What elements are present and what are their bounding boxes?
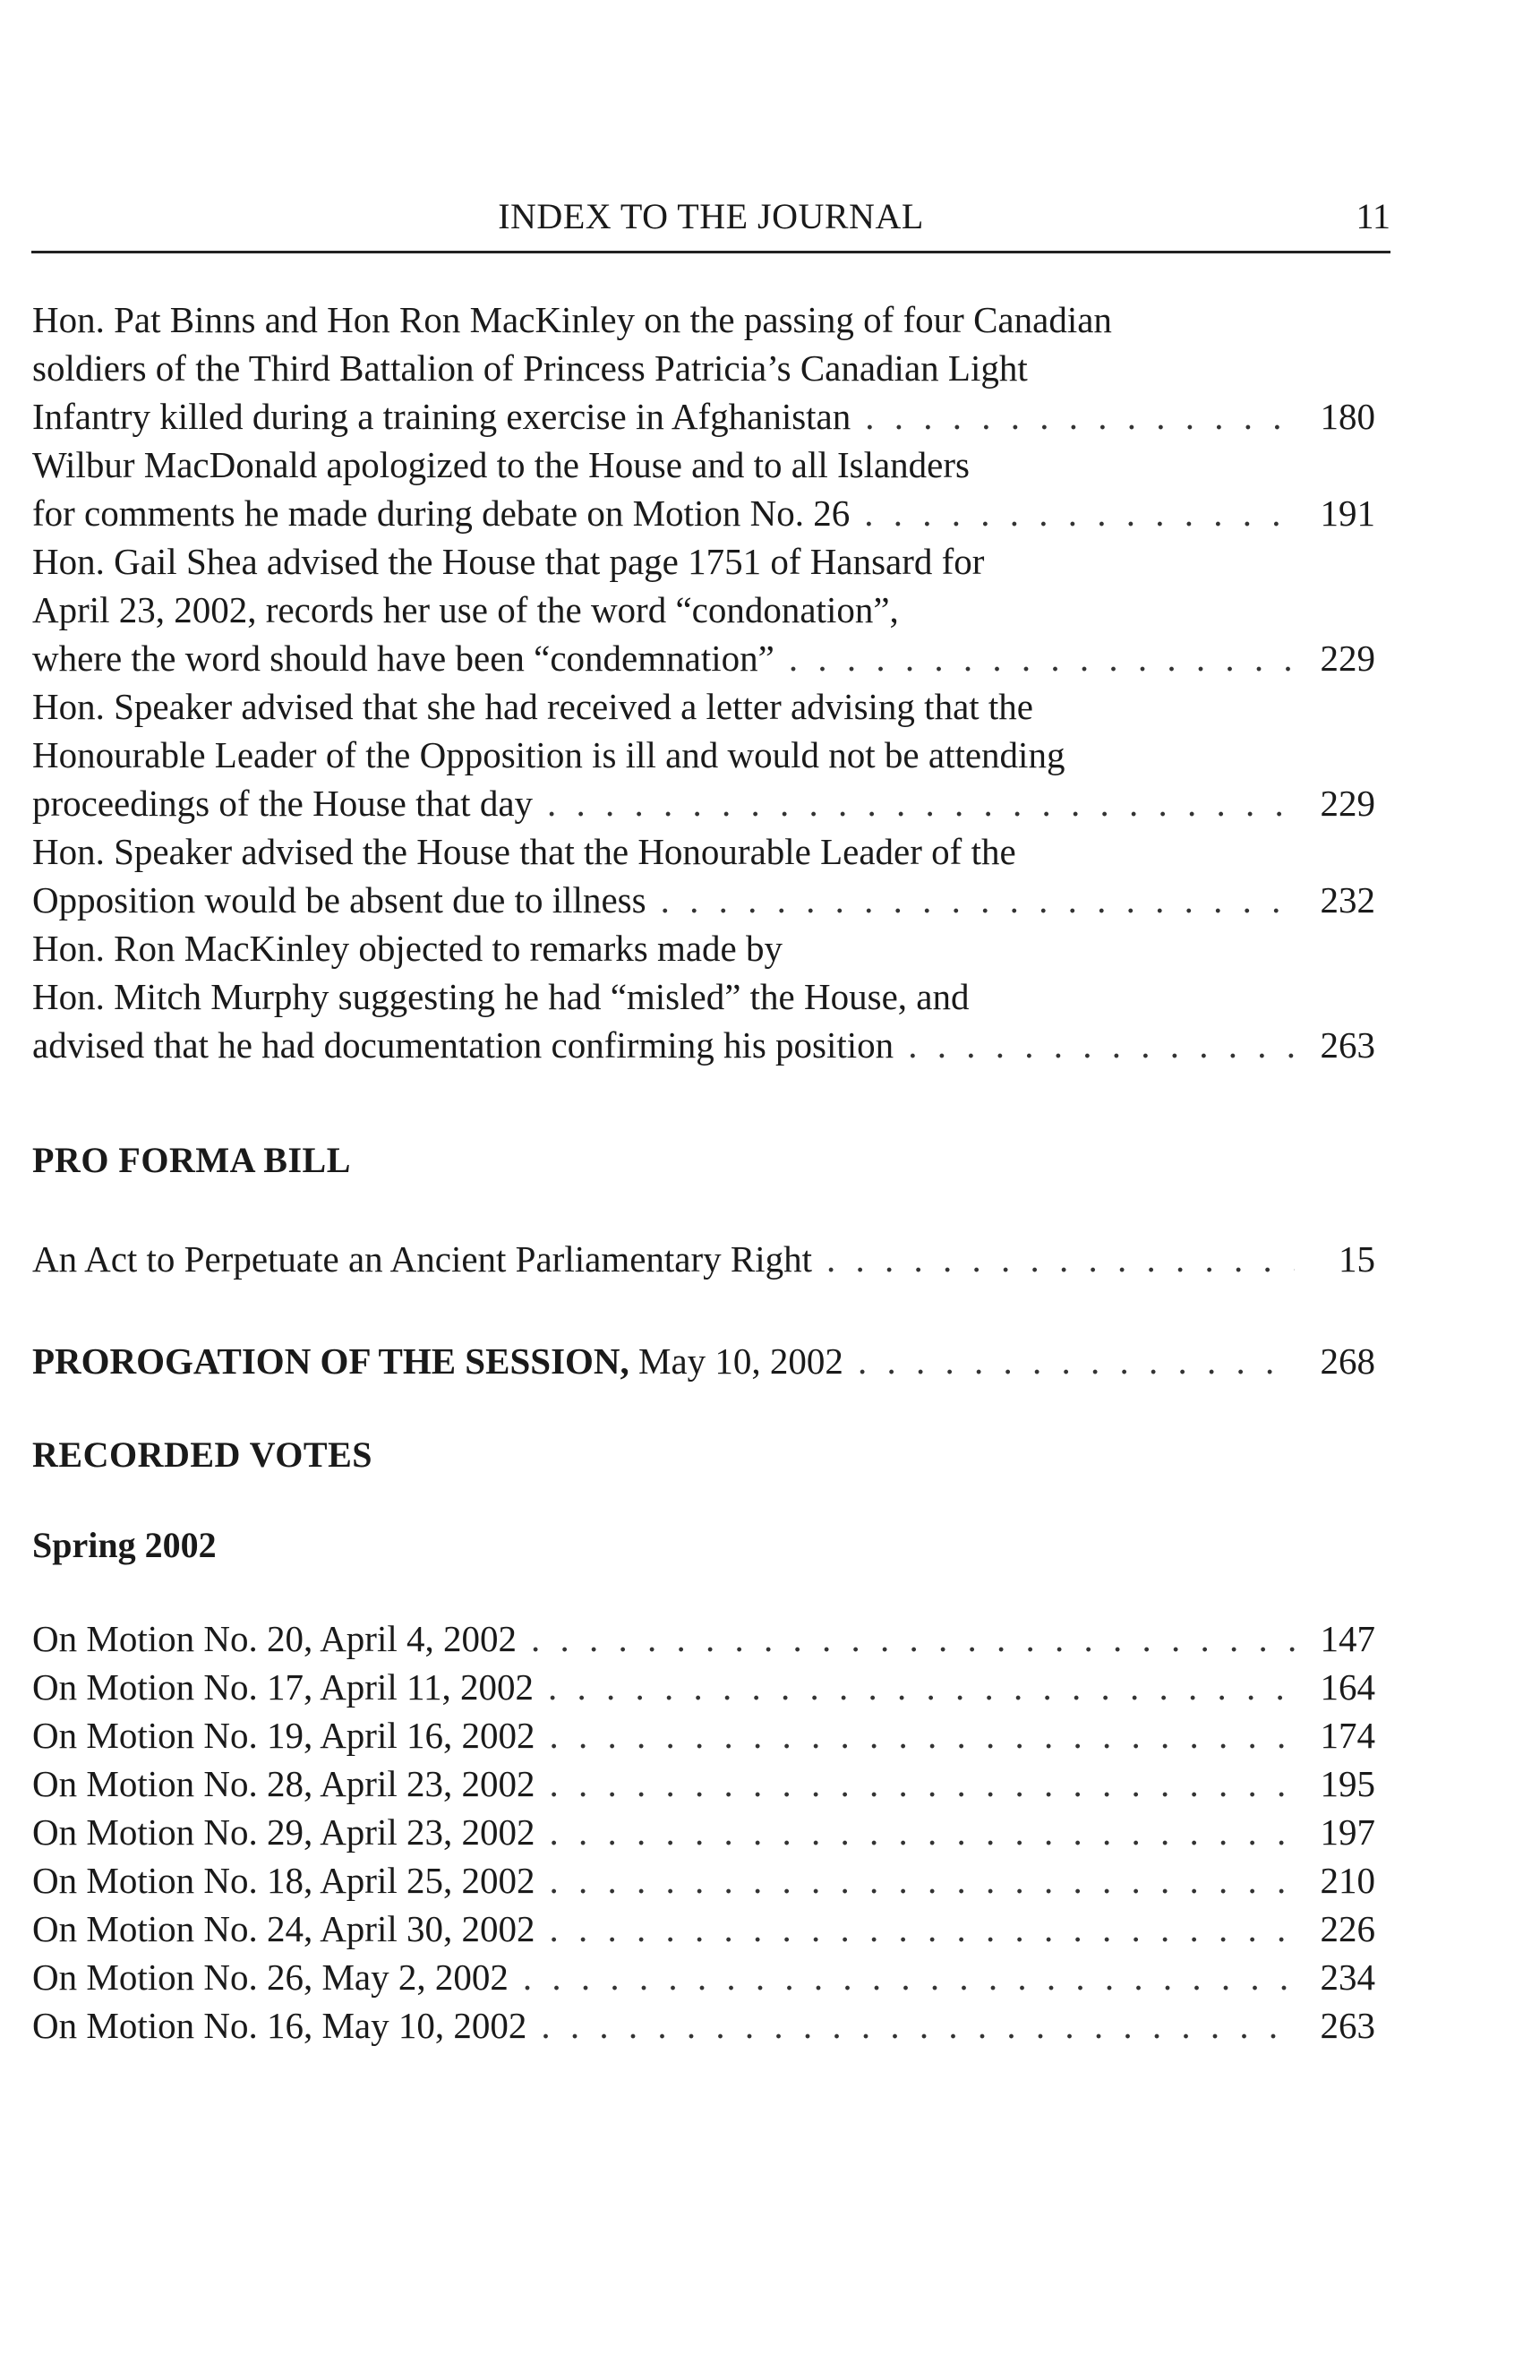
- entry-line: proceedings of the House that day: [32, 783, 534, 824]
- entry-line: An Act to Perpetuate an Ancient Parliamentary Right: [32, 1238, 813, 1280]
- vote-page-number: 195: [1320, 1763, 1375, 1804]
- vote-page-number: 234: [1320, 1956, 1375, 1998]
- index-entry: [32, 295, 1375, 441]
- entry-page-number: 191: [1320, 492, 1375, 534]
- prorogation-entry: [32, 1337, 1375, 1385]
- vote-label: On Motion No. 26, May 2, 2002: [32, 1956, 509, 1998]
- section-heading-prorogation: PROROGATION OF THE SESSION,: [32, 1340, 629, 1382]
- dot-leader: [550, 1856, 1296, 1905]
- vote-label: On Motion No. 19, April 16, 2002: [32, 1715, 535, 1756]
- dot-leader: [550, 1808, 1296, 1856]
- vote-label: On Motion No. 18, April 25, 2002: [32, 1860, 535, 1901]
- vote-page-number: 210: [1320, 1860, 1375, 1901]
- dot-leader: [789, 634, 1295, 682]
- dot-leader: [531, 1614, 1295, 1663]
- index-entry: [32, 537, 1375, 682]
- index-content: [32, 295, 1375, 2050]
- recorded-votes-list: [32, 1614, 1375, 2050]
- entry-line: April 23, 2002, records her use of the word “condonation”,: [32, 589, 899, 630]
- dot-leader: [547, 779, 1295, 827]
- vote-label: On Motion No. 16, May 10, 2002: [32, 2005, 527, 2046]
- dot-leader: [523, 1953, 1295, 2001]
- entry-line: Hon. Speaker advised the House that the Honourable Leader of the: [32, 831, 1016, 872]
- recorded-vote-entry: [32, 1905, 1375, 1953]
- recorded-vote-entry: [32, 1711, 1375, 1759]
- vote-page-number: 197: [1320, 1811, 1375, 1853]
- dot-leader: [548, 1663, 1295, 1711]
- dot-leader: [864, 489, 1295, 537]
- index-entry: [32, 827, 1375, 924]
- vote-label: On Motion No. 28, April 23, 2002: [32, 1763, 535, 1804]
- entry-line: Honourable Leader of the Opposition is ill and would not be attending: [32, 734, 1065, 775]
- subheading-spring-2002: Spring 2002: [32, 1525, 217, 1565]
- dot-leader: [858, 1337, 1295, 1385]
- index-entry: [32, 924, 1375, 1069]
- entry-line: Hon. Mitch Murphy suggesting he had “misled” the House, and: [32, 976, 970, 1017]
- recorded-vote-entry: [32, 1759, 1375, 1808]
- page-header: [31, 195, 1390, 253]
- vote-page-number: 164: [1320, 1666, 1375, 1708]
- vote-page-number: 263: [1320, 2005, 1375, 2046]
- index-entry: [32, 441, 1375, 537]
- entry-page-number: 232: [1320, 879, 1375, 920]
- dot-leader: [661, 876, 1295, 924]
- index-entry: [32, 682, 1375, 827]
- prorogation-date: May 10, 2002: [629, 1340, 843, 1382]
- dot-leader: [541, 2001, 1295, 2050]
- recorded-vote-entry: [32, 1953, 1375, 2001]
- recorded-vote-entry: [32, 1663, 1375, 1711]
- dot-leader: [550, 1905, 1296, 1953]
- entry-line: Opposition would be absent due to illness: [32, 879, 646, 920]
- page-title: INDEX TO THE JOURNAL: [498, 196, 924, 236]
- entry-page-number: 229: [1320, 783, 1375, 824]
- entry-line: Infantry killed during a training exercise in Afghanistan: [32, 396, 851, 437]
- entry-line: Hon. Ron MacKinley objected to remarks made by: [32, 928, 783, 969]
- dot-leader: [865, 392, 1295, 441]
- entry-page-number: 180: [1320, 396, 1375, 437]
- entry-page-number: 15: [1339, 1238, 1375, 1280]
- recorded-vote-entry: [32, 2001, 1375, 2050]
- dot-leader: [908, 1021, 1295, 1069]
- page-number: 11: [1356, 196, 1390, 236]
- entry-line: soldiers of the Third Battalion of Princess Patricia’s Canadian Light: [32, 347, 1028, 389]
- recorded-vote-entry: [32, 1856, 1375, 1905]
- vote-page-number: 147: [1320, 1618, 1375, 1659]
- entry-line: Hon. Pat Binns and Hon Ron MacKinley on the passing of four Canadian: [32, 299, 1112, 340]
- dot-leader: [826, 1235, 1295, 1283]
- recorded-vote-entry: [32, 1808, 1375, 1856]
- vote-label: On Motion No. 29, April 23, 2002: [32, 1811, 535, 1853]
- dot-leader: [550, 1759, 1296, 1808]
- vote-label: On Motion No. 20, April 4, 2002: [32, 1618, 517, 1659]
- entry-line: advised that he had documentation confirming his position: [32, 1024, 894, 1066]
- entry-line: for comments he made during debate on Motion No. 26: [32, 492, 851, 534]
- entry-page-number: 229: [1320, 638, 1375, 679]
- vote-page-number: 226: [1320, 1908, 1375, 1949]
- entry-line: Hon. Speaker advised that she had received a letter advising that the: [32, 686, 1033, 727]
- vote-label: On Motion No. 24, April 30, 2002: [32, 1908, 535, 1949]
- entry-page-number: 268: [1320, 1340, 1375, 1382]
- entry-page-number: 263: [1320, 1024, 1375, 1066]
- dot-leader: [550, 1711, 1296, 1759]
- entry-line: Wilbur MacDonald apologized to the House and to all Islanders: [32, 444, 970, 485]
- section-heading-recorded-votes: RECORDED VOTES: [32, 1434, 372, 1475]
- entry-line: Hon. Gail Shea advised the House that page 1751 of Hansard for: [32, 541, 985, 582]
- vote-label: On Motion No. 17, April 11, 2002: [32, 1666, 534, 1708]
- recorded-vote-entry: [32, 1614, 1375, 1663]
- entry-line: where the word should have been “condemnation”: [32, 638, 774, 679]
- index-entry: [32, 1235, 1375, 1283]
- vote-page-number: 174: [1320, 1715, 1375, 1756]
- section-heading-pro-forma: PRO FORMA BILL: [32, 1140, 351, 1180]
